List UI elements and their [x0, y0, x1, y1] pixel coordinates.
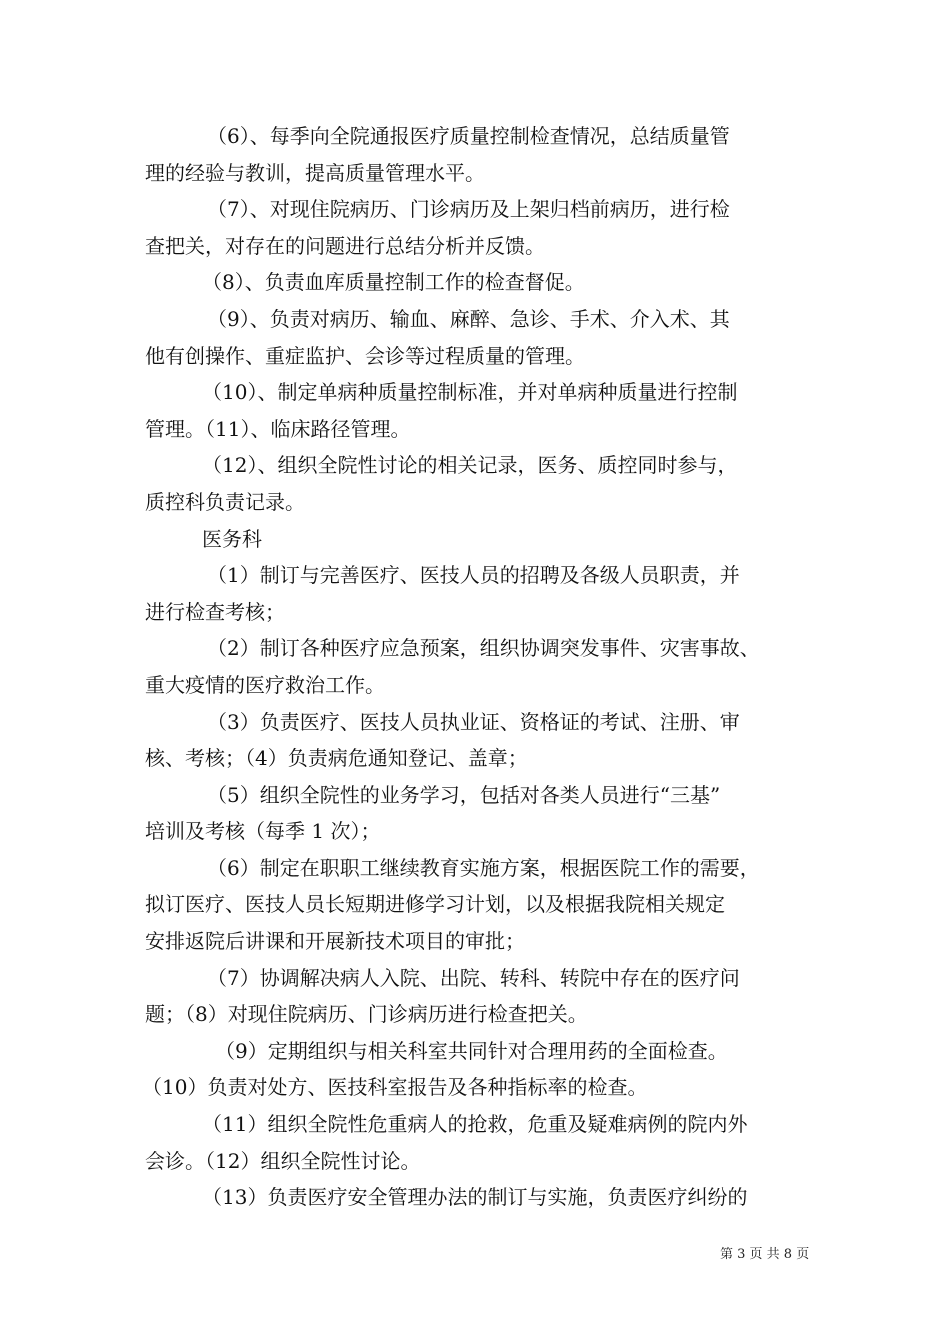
text-line: （1）制订与完善医疗、医技人员的招聘及各级人员职责，并 [207, 563, 740, 588]
text-line: 医务科 [202, 526, 262, 551]
text-line: 理的经验与教训，提高质量管理水平。 [145, 160, 485, 185]
text-line: （11）组织全院性危重病人的抢救，危重及疑难病例的院内外 [202, 1112, 748, 1137]
text-line: （12）、组织全院性讨论的相关记录，医务、质控同时参与， [202, 453, 738, 478]
text-line: （2）制订各种医疗应急预案，组织协调突发事件、灾害事故、 [207, 636, 760, 661]
text-line: 进行检查考核； [145, 599, 285, 624]
text-line: 题；（8）对现住院病历、门诊病历进行检查把关。 [145, 1002, 588, 1027]
text-line: 查把关，对存在的问题进行总结分析并反馈。 [145, 233, 545, 258]
document-body [142, 118, 820, 1216]
text-line: （6）制定在职职工继续教育实施方案，根据医院工作的需要， [207, 855, 760, 880]
text-line: （5）组织全院性的业务学习，包括对各类人员进行“三基” [207, 782, 721, 807]
text-line: （6）、每季向全院通报医疗质量控制检查情况，总结质量管 [207, 124, 730, 148]
text-line: （10）、制定单病种质量控制标准，并对单病种质量进行控制 [202, 380, 738, 405]
text-line: （7）协调解决病人入院、出院、转科、转院中存在的医疗问 [207, 965, 740, 990]
text-line: 质控科负责记录。 [145, 489, 305, 514]
text-line: 安排返院后讲课和开展新技术项目的审批； [145, 929, 525, 954]
text-line: （9）、负责对病历、输血、麻醉、急诊、手术、介入术、其 [207, 306, 730, 331]
text-line: （8）、负责血库质量控制工作的检查督促。 [202, 270, 585, 295]
text-line: （3）负责医疗、医技人员执业证、资格证的考试、注册、审 [207, 709, 740, 734]
text-line: 会诊。（12）组织全院性讨论。 [145, 1148, 421, 1173]
page-number: 第 3 页 共 8 页 [720, 1247, 810, 1262]
text-line: 拟订医疗、医技人员长短期进修学习计划，以及根据我院相关规定 [145, 892, 725, 917]
text-line: （10）负责对处方、医技科室报告及各种指标率的检查。 [142, 1075, 648, 1100]
text-line: 他有创操作、重症监护、会诊等过程质量的管理。 [145, 343, 585, 368]
text-line: （9）定期组织与相关科室共同针对合理用药的全面检查。 [215, 1038, 728, 1063]
text-line: 核、考核；（4）负责病危通知登记、盖章； [145, 746, 528, 771]
text-line: 重大疫情的医疗救治工作。 [145, 672, 385, 697]
text-line: （7）、对现住院病历、门诊病历及上架归档前病历，进行检 [207, 197, 730, 222]
text-line: （13）负责医疗安全管理办法的制订与实施，负责医疗纠纷的 [202, 1185, 748, 1210]
text-line: 培训及考核（每季 1 次）； [145, 819, 381, 844]
text-line: 管理。（11）、临床路径管理。 [145, 416, 411, 441]
